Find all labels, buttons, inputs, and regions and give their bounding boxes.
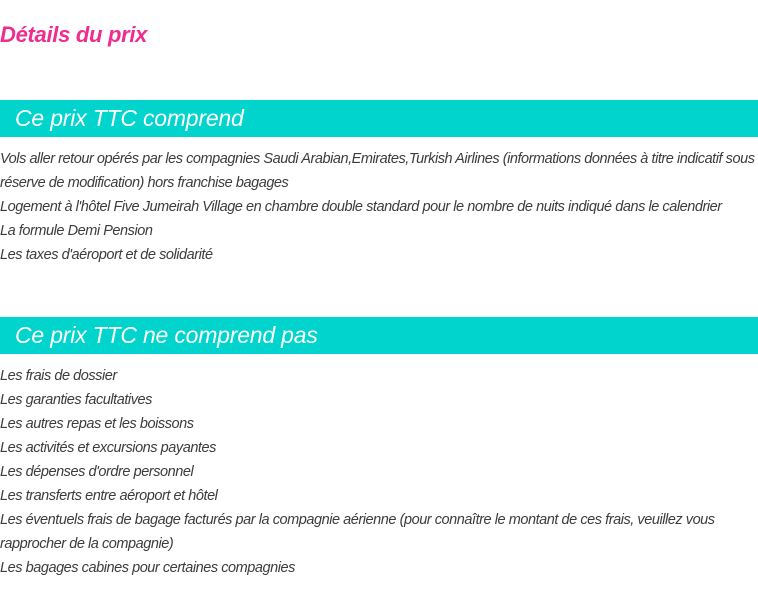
excluded-list [0,354,758,580]
excluded-item-transfers: Les transferts entre aéroport et hôtel [0,488,218,504]
excluded-item-activities: Les activités et excursions payantes [0,440,216,456]
excluded-item-meals-drinks: Les autres repas et les boissons [0,416,194,432]
included-item-flights: Vols aller retour opérés par les compagnies Saudi Arabian,Emirates,Turkish Airlines (informations données à titre indicatif sous réserve de modification) hors franchise bagages [0,151,755,191]
included-item-hotel: Logement à l'hôtel Five Jumeirah Village en chambre double standard pour le nombre de nuits indiqué dans le calendrier [0,199,722,215]
excluded-item-personal-expenses: Les dépenses d'ordre personnel [0,464,194,480]
excluded-item-baggage-fees: Les éventuels frais de bagage facturés par la compagnie aérienne (pour connaître le montant de ces frais, veuillez vous rapprocher de la compagnie) [0,512,715,552]
excluded-item-cabin-baggage: Les bagages cabines pour certaines compagnies [0,560,295,576]
included-section-header: Ce prix TTC comprend [0,100,758,137]
included-item-board: La formule Demi Pension [0,223,153,239]
excluded-section-header: Ce prix TTC ne comprend pas [0,317,758,354]
excluded-item-insurance: Les garanties facultatives [0,392,152,408]
page-title: Détails du prix [0,22,148,47]
included-item-taxes: Les taxes d'aéroport et de solidarité [0,247,213,263]
included-section [0,100,758,267]
excluded-section [0,317,758,580]
excluded-item-booking-fees: Les frais de dossier [0,368,117,384]
included-list [0,137,758,267]
